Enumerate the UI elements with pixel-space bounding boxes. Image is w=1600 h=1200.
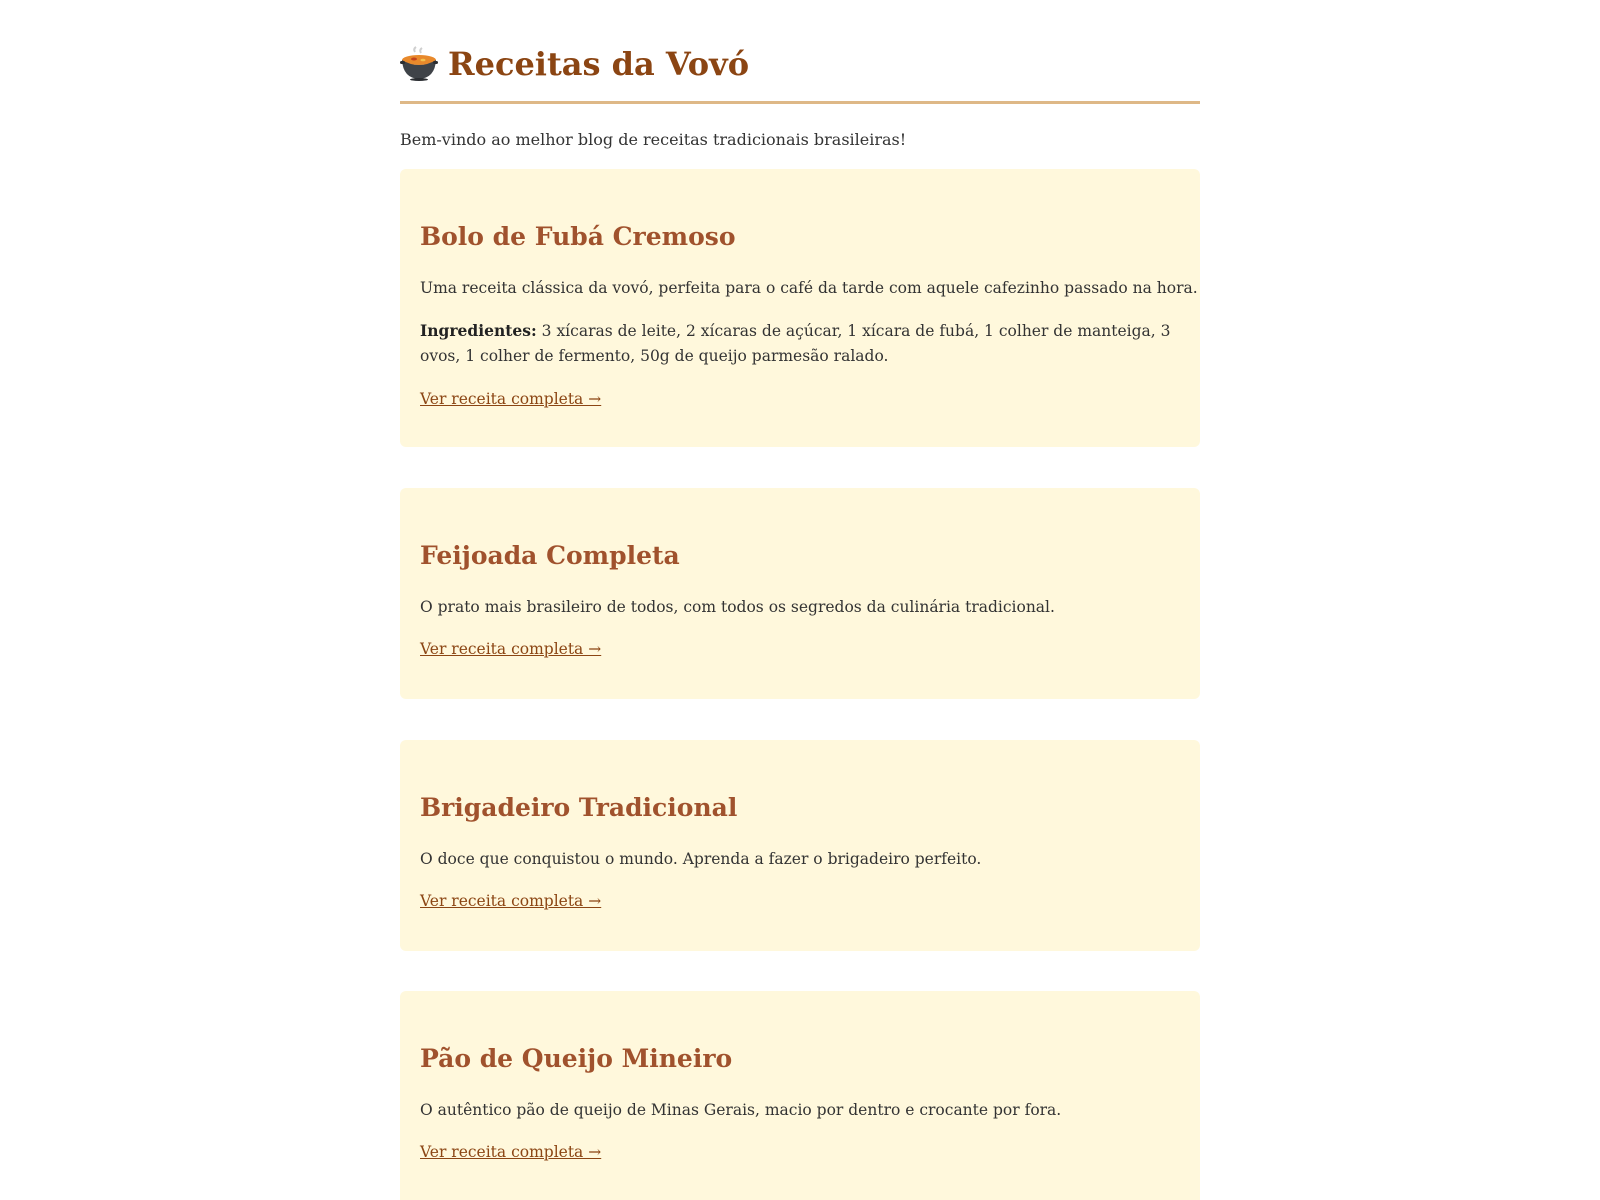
recipe-card	[400, 488, 1200, 699]
page-container	[400, 0, 1200, 1161]
recipe-description: O doce que conquistou o mundo. Aprenda a fazer o brigadeiro perfeito.	[420, 850, 982, 868]
recipe-title: Pão de Queijo Mineiro	[420, 1044, 733, 1073]
ingredients-label: Ingredientes:	[420, 321, 537, 340]
cooking-pot-icon	[400, 46, 438, 82]
ingredients-list: 3 xícaras de leite, 2 xícaras de açúcar, 1 xícara de fubá, 1 colher de manteiga, 3 ovos, 1 colher de fermento, 50g de queijo parmesão ralado.	[420, 322, 1171, 365]
recipe-link[interactable]: Ver receita completa →	[420, 640, 602, 658]
recipe-card	[400, 991, 1200, 1200]
recipe-card	[400, 740, 1200, 951]
recipe-link[interactable]: Ver receita completa →	[420, 1143, 602, 1161]
site-title-text: Receitas da Vovó	[448, 45, 750, 83]
recipe-link[interactable]: Ver receita completa →	[420, 892, 602, 910]
recipe-link[interactable]: Ver receita completa →	[420, 390, 602, 408]
recipe-ingredients	[420, 318, 1180, 369]
recipe-card	[400, 169, 1200, 447]
recipe-description: O prato mais brasileiro de todos, com todos os segredos da culinária tradicional.	[420, 598, 1055, 616]
intro-text: Bem-vindo ao melhor blog de receitas tradicionais brasileiras!	[400, 130, 907, 149]
recipe-description: O autêntico pão de queijo de Minas Gerais, macio por dentro e crocante por fora.	[420, 1101, 1062, 1119]
recipe-title: Bolo de Fubá Cremoso	[420, 222, 736, 251]
recipe-description: Uma receita clássica da vovó, perfeita para o café da tarde com aquele cafezinho passado na hora.	[420, 279, 1198, 297]
recipe-title: Brigadeiro Tradicional	[420, 793, 738, 822]
site-header	[400, 0, 1200, 104]
recipe-title: Feijoada Completa	[420, 541, 680, 570]
site-title	[400, 44, 749, 85]
